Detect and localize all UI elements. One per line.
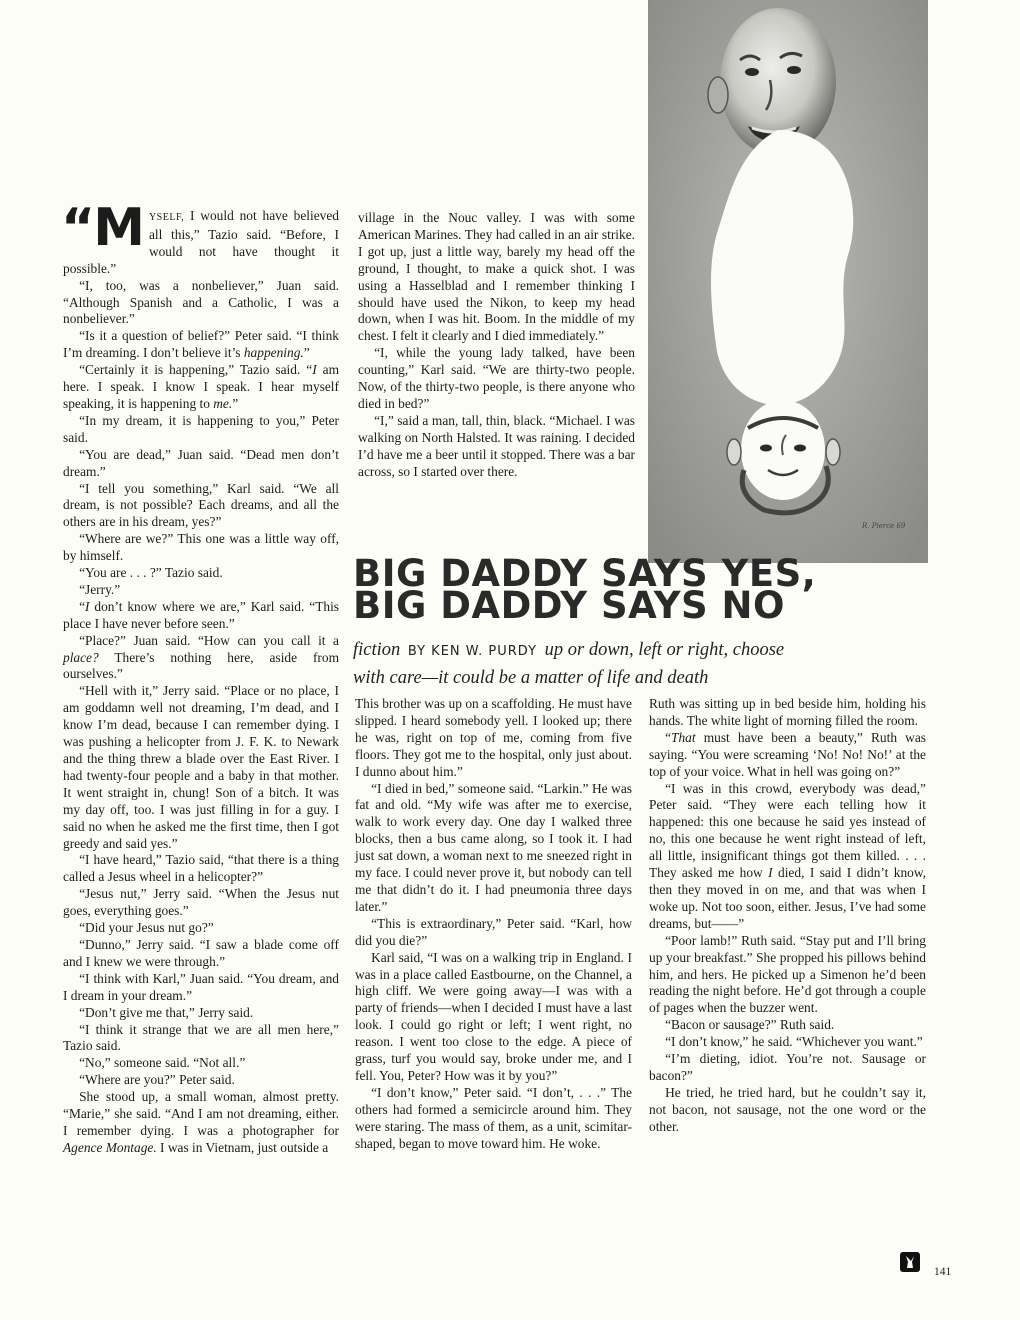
paragraph: “Hell with it,” Jerry said. “Place or no place, I am goddamn well not dreaming, I’m dead, and I know I’m dead, because I can remember dying. I was pushing a helicopter from J. F. K. to Newark and the thing threw a blade over the East River. I had twenty-four people and a baby in that mother. It went straight in, chung! Son of a bitch. It was my day off, too. I was just filling in for a guy. I said no when he asked me the first time, then I got greedy and said yes.” — [63, 683, 339, 851]
paragraph: He tried, he tried hard, but he couldn’t say it, not bacon, not sausage, not the one word or the other. — [649, 1084, 926, 1134]
paragraph: “I have heard,” Tazio said, “that there is a thing called a Jesus wheel in a helicopter?” — [63, 852, 339, 885]
paragraph: “Jerry.” — [79, 581, 121, 597]
illustration — [648, 0, 928, 563]
drop-cap: “M — [61, 198, 143, 258]
article-column-2 — [358, 210, 635, 481]
byline — [353, 637, 933, 691]
paragraph: This brother was up on a scaffolding. He must have slipped. I heard somebody yell. I looked up; there he was, right on top of me, coming from five floors. They got me to the hospital, only just about. I dunno about him.” — [355, 696, 632, 779]
article-headline — [353, 552, 943, 627]
paragraph: “Don’t give me that,” Jerry said. — [79, 1004, 254, 1020]
byline-deck: up or down, left or right, choose — [544, 640, 785, 660]
rabbit-head-logo-icon — [900, 1252, 920, 1272]
paragraph: “I don’t know,” he said. “Whichever you want.” — [665, 1034, 923, 1050]
illustration-art — [648, 0, 928, 563]
byline-genre: fiction — [353, 640, 401, 660]
paragraph: “That must have been a beauty,” Ruth was saying. “You were screaming ‘No! No! No!’ at the top of your voice. What in hell was going on?” — [649, 729, 926, 779]
byline-author: BY KEN W. PURDY — [407, 644, 538, 659]
paragraph: “Bacon or sausage?” Ruth said. — [665, 1017, 835, 1033]
paragraph: “I don’t know,” Peter said. “I don’t, . . .” The others had formed a semicircle around him. They were staring. The mass of them, as a unit, scimitar-shaped, began to move toward him. He woke. — [355, 1084, 632, 1151]
paragraph: “Dunno,” Jerry said. “I saw a blade come off and I knew we were through.” — [63, 936, 339, 969]
paragraph: “You are dead,” Juan said. “Dead men don’t dream.” — [63, 446, 339, 479]
paragraph: “I was in this crowd, everybody was dead,” Peter said. “They were each telling how it happened: this one because he said yes instead of no, this one because he went right instead of left, all little, insignificant things got them killed. . . . They asked me how I died, I said I didn’t know, then they moved in on me, and that was when I woke up. Not too soon, either. Jesus, I’ve had some dreams, but——” — [649, 780, 926, 931]
paragraph: “Where are you?” Peter said. — [79, 1072, 235, 1088]
paragraph: “I think it strange that we are all men here,” Tazio said. — [63, 1021, 339, 1054]
paragraph: “I, while the young lady talked, have been counting,” Karl said. “We are thirty-two people. Now, of the thirty-two people, is there anyone who died in bed?” — [358, 345, 635, 411]
paragraph: “No,” someone said. “Not all.” — [79, 1055, 246, 1071]
article-column-1 — [61, 198, 339, 1157]
paragraph: “I, too, was a nonbeliever,” Juan said. “Although Spanish and a Catholic, I was a nonbeliever.” — [63, 277, 339, 327]
paragraph: “Where are we?” This one was a little way off, by himself. — [63, 531, 339, 564]
byline-deck-line-2: with care—it could be a matter of life and death — [353, 668, 709, 688]
article-column-3 — [355, 696, 632, 1152]
paragraph: “I’m dieting, idiot. You’re not. Sausage or bacon?” — [649, 1051, 926, 1083]
paragraph: “I think with Karl,” Juan said. “You dream, and I dream in your dream.” — [63, 970, 339, 1003]
paragraph: “This is extraordinary,” Peter said. “Karl, how did you die?” — [355, 915, 632, 948]
headline-line-1: BIG DADDY SAYS YES, — [353, 552, 817, 595]
paragraph: “Is it a question of belief?” Peter said. “I think I’m dreaming. I don’t believe it’s happening.” — [63, 328, 339, 361]
paragraph: Ruth was sitting up in bed beside him, holding his hands. The white light of morning filled the room. — [649, 696, 926, 728]
paragraph: “I tell you something,” Karl said. “We all dream, is not possible? Each dreams, and all the others are in his dream, yes?” — [63, 480, 339, 530]
paragraph: “You are . . . ?” Tazio said. — [79, 565, 223, 581]
paragraph: “I don’t know where we are,” Karl said. “This place I have never before seen.” — [63, 598, 339, 631]
paragraph: “I died in bed,” someone said. “Larkin.” He was fat and old. “My wife was after me to exercise, walk to work every day. One day I walked three blocks, then a bus came along, so I took it. I had just sat down, a woman next to me sneezed right in my face. I could never prove it, but nobody can tell me that didn’t do it. I had pneumonia three days later.” — [355, 780, 632, 914]
paragraph: Karl said, “I was on a walking trip in England. I was in a place called Eastbourne, on the Channel, a high cliff. We were going away—I was with a party of friends—when I decided I must have a last look. I could go right or left; I went right, no reason. I went too close to the edge. A piece of grass, turf you would say, broke under me, and I fell. You, Peter? How was it by you?” — [355, 949, 632, 1083]
article-column-4 — [649, 696, 926, 1136]
paragraph: “M YSELF, I would not have believed all this,” Tazio said. “Before, I would not have thought it possible.” — [61, 198, 339, 276]
page-number: 141 — [934, 1266, 952, 1278]
paragraph: “Certainly it is happening,” Tazio said. “I am here. I speak. I know I speak. I hear myself speaking, it is happening to me.” — [63, 362, 339, 411]
paragraph: “Jesus nut,” Jerry said. “When the Jesus nut goes, everything goes.” — [63, 886, 339, 919]
paragraph: She stood up, a small woman, almost pretty. “Marie,” she said. “And I am not dreaming, either. I remember dying. I was a photographer for Agence Montage. I was in Vietnam, just outside a — [63, 1089, 339, 1155]
illustration-signature: R. Pierce 69 — [862, 522, 906, 530]
paragraph: “Did your Jesus nut go?” — [79, 920, 214, 936]
paragraph: village in the Nouc valley. I was with some American Marines. They had called in an air strike. I got up, just a little way, barely my head off the ground, I thought, to make a quick shot. I was using a Hasselblad and I remember thinking I should have used the Nikon, to keep my head down, when I was hit. Boom. In the middle of my chest. I felt it clearly and I died immediately.” — [358, 210, 635, 344]
paragraph: “I,” said a man, tall, thin, black. “Michael. I was walking on North Halsted. It was raining. I decided I’d have me a beer until it stopped. There was a bar across, so I started over there. — [358, 412, 635, 479]
paragraph: “Poor lamb!” Ruth said. “Stay put and I’ll bring up your breakfast.” She propped his pillows behind him, and hers. He picked up a Simenon he’d been reading the night before. He’d got through a couple of pages when the buzzer went. — [649, 932, 926, 1016]
paragraph: “Place?” Juan said. “How can you call it a place? There’s nothing here, aside from ourselves.” — [63, 632, 339, 682]
headline-line-2: BIG DADDY SAYS NO — [353, 584, 785, 627]
paragraph: “In my dream, it is happening to you,” Peter said. — [63, 412, 339, 445]
